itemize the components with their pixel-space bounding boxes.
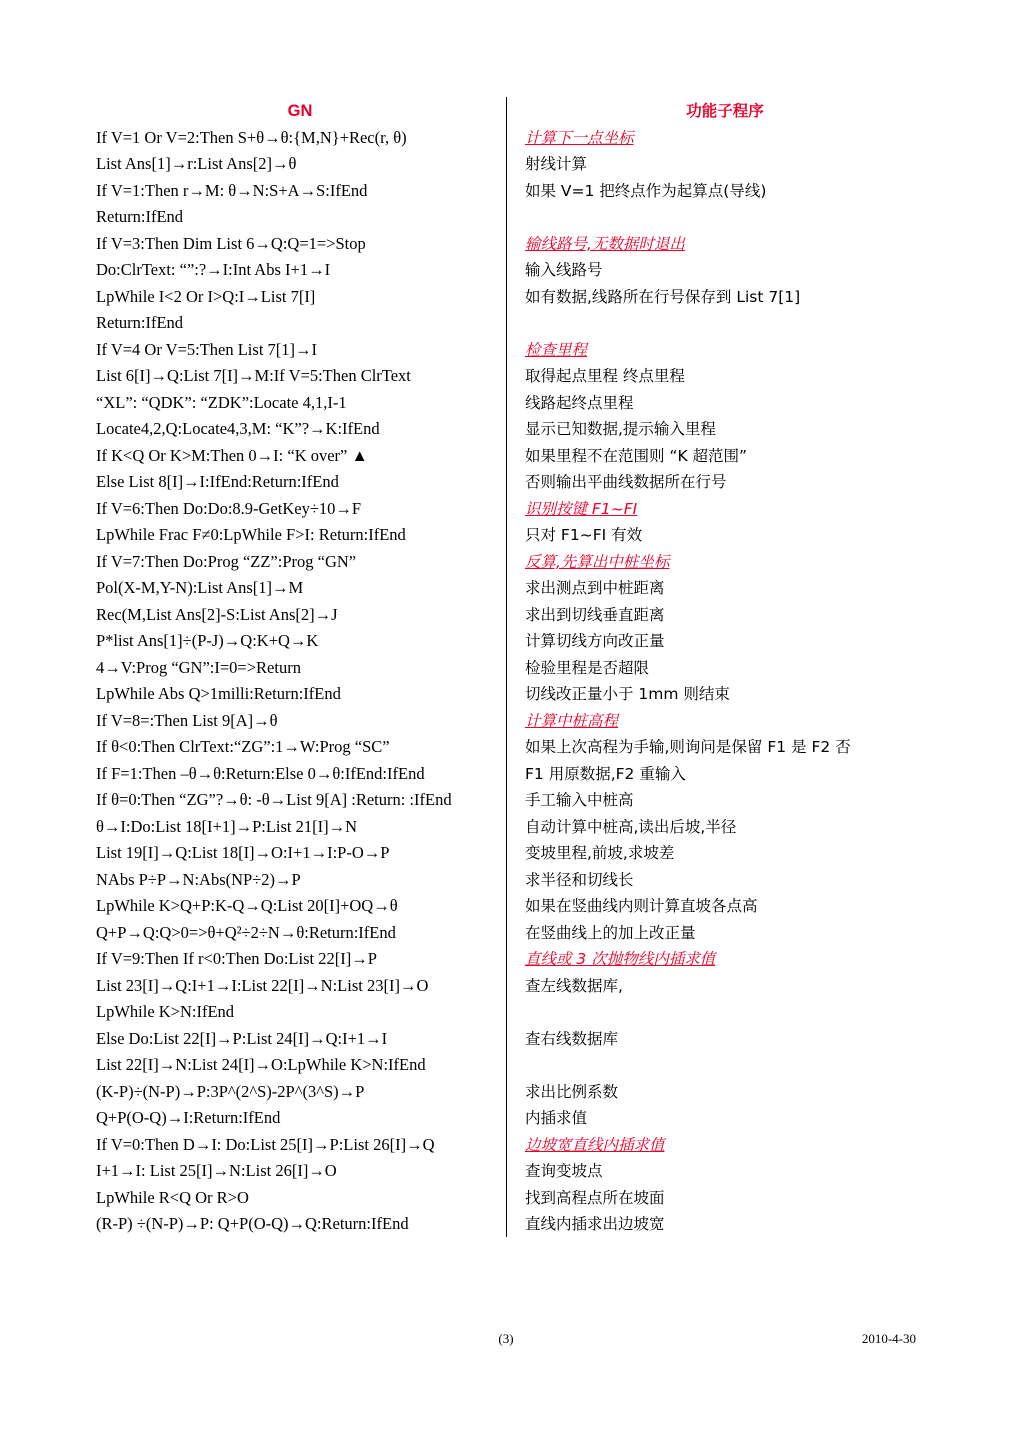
description-line — [525, 920, 925, 947]
code-line: If V=7:Then Do:Prog “ZZ”:Prog “GN” — [96, 551, 357, 571]
section-heading — [525, 549, 925, 576]
code-line: Pol(X-M,Y-N):List Ans[1]→M — [96, 578, 304, 597]
code-line: (K-P)÷(N-P)→P:3P^(2^S)-2P^(3^S)→P — [96, 1081, 365, 1101]
description-text: 如果上次高程为手输,则询问是保留 F1 是 F2 否 — [525, 738, 851, 756]
description-text: 如有数据,线路所在行号保存到 List 7[1] — [525, 287, 801, 306]
description-text: 手工输入中桩高 — [525, 791, 634, 809]
code-line: I+1→I: List 25[I]→N:List 26[I]→O — [96, 1161, 337, 1180]
description-text: 查询变坡点 — [525, 1162, 603, 1180]
footer-date: 2010-4-30 — [861, 1331, 916, 1346]
section-heading-text: 反算,先算出中桩坐标 — [525, 552, 670, 571]
description-line — [525, 257, 925, 284]
code-line: (R-P) ÷(N-P)→P: Q+P(O-Q)→Q:Return:IfEnd — [96, 1214, 409, 1233]
code-line: List 23[I]→Q:I+1→I:List 22[I]→N:List 23[I]→O — [96, 975, 429, 995]
description-line — [525, 840, 925, 867]
description-line — [525, 1105, 925, 1132]
code-line: θ→I:Do:List 18[I+1]→P:List 21[I]→N — [96, 816, 358, 836]
description-line — [525, 310, 925, 337]
description-text: 自动计算中桩高,读出后坡,半径 — [525, 817, 737, 836]
description-title: 功能子程序 — [686, 102, 764, 120]
code-line: Q+P→Q:Q>0=>θ+Q²÷2÷N→θ:Return:IfEnd — [96, 922, 396, 942]
code-line: Q+P(O-Q)→I:Return:IfEnd — [96, 1108, 281, 1127]
code-line: Locate4,2,Q:Locate4,3,M: “K”?→K:IfEnd — [96, 419, 380, 438]
description-text: 否则输出平曲线数据所在行号 — [525, 473, 727, 491]
description-text: 如果 V=1 把终点作为起算点(导线) — [525, 181, 767, 200]
code-line: List Ans[1]→r:List Ans[2]→θ — [96, 154, 297, 173]
code-line: Return:IfEnd — [96, 313, 184, 332]
description-text: F1 用原数据,F2 重输入 — [525, 764, 686, 783]
description-line — [525, 973, 925, 1000]
description-text: 显示已知数据,提示输入里程 — [525, 420, 716, 438]
code-line: Return:IfEnd — [96, 207, 184, 226]
code-line: LpWhile R<Q Or R>O — [96, 1187, 249, 1207]
section-heading-text: 计算下一点坐标 — [525, 128, 634, 147]
description-line — [525, 575, 925, 602]
section-heading — [525, 231, 925, 258]
description-text: 输入线路号 — [525, 261, 603, 279]
description-text: 查右线数据库 — [525, 1029, 619, 1048]
description-line — [525, 1026, 925, 1053]
code-line: If θ<0:Then ClrText:“ZG”:1→W:Prog “SC” — [96, 737, 390, 756]
description-line — [525, 734, 925, 761]
section-heading — [525, 496, 925, 523]
description-line — [525, 628, 925, 655]
code-line: “XL”: “QDK”: “ZDK”:Locate 4,1,I-1 — [96, 392, 347, 412]
code-line: LpWhile K>N:IfEnd — [96, 1002, 235, 1021]
description-line — [525, 390, 925, 417]
description-text: 查左线数据库, — [525, 976, 623, 995]
section-heading-text: 边坡宽直线内插求值 — [525, 1135, 665, 1154]
code-line: If V=9:Then If r<0:Then Do:List 22[I]→P — [96, 949, 377, 968]
section-heading-text: 直线或 3 次抛物线内插求值 — [525, 950, 716, 968]
description-line — [525, 1185, 925, 1212]
description-text: 如果里程不在范围则 “K 超范围” — [525, 446, 748, 465]
description-line — [525, 761, 925, 788]
code-line: LpWhile Abs Q>1milli:Return:IfEnd — [96, 684, 341, 703]
description-text: 射线计算 — [525, 155, 588, 173]
description-line — [525, 443, 925, 470]
description-line — [525, 204, 925, 231]
description-line — [525, 893, 925, 920]
page-number: (3) — [498, 1331, 514, 1346]
description-line — [525, 363, 925, 390]
code-line: If V=1:Then r→M: θ→N:S+A→S:IfEnd — [96, 180, 368, 200]
section-heading — [525, 1132, 925, 1159]
description-line — [525, 178, 925, 205]
section-heading-text: 输线路号,无数据时退出 — [525, 234, 685, 253]
description-line — [525, 867, 925, 894]
code-line: Do:ClrText: “”:?→I:Int Abs I+1→I — [96, 260, 331, 279]
code-line: LpWhile Frac F≠0:LpWhile F>I: Return:IfEnd — [96, 525, 406, 544]
description-text: 只对 F1~FI 有效 — [525, 526, 643, 544]
description-line — [525, 814, 925, 841]
section-heading — [525, 125, 925, 152]
code-line: If F=1:Then –θ→θ:Return:Else 0→θ:IfEnd:IfEnd — [96, 763, 425, 783]
description-text: 线路起终点里程 — [525, 393, 634, 412]
code-line: Else Do:List 22[I]→P:List 24[I]→Q:I+1→I — [96, 1028, 388, 1048]
code-title: GN — [287, 102, 313, 120]
code-line: P*list Ans[1]÷(P-J)→Q:K+Q→K — [96, 631, 319, 650]
code-line: If V=6:Then Do:Do:8.9-GetKey÷10→F — [96, 498, 362, 518]
code-line: LpWhile K>Q+P:K-Q→Q:List 20[I]+OQ→θ — [96, 896, 398, 915]
section-heading — [525, 946, 925, 973]
section-heading-text: 识别按键 F1~FI — [525, 499, 638, 518]
description-text: 如果在竖曲线内则计算直坡各点高 — [525, 897, 758, 915]
description-text: 取得起点里程 终点里程 — [525, 367, 685, 385]
code-line: List 22[I]→N:List 24[I]→O:LpWhile K>N:IfEnd — [96, 1055, 426, 1074]
description-line — [525, 522, 925, 549]
code-line: Else List 8[I]→I:IfEnd:Return:IfEnd — [96, 472, 339, 491]
description-line — [525, 151, 925, 178]
description-text: 求半径和切线长 — [525, 870, 634, 889]
code-line: If K<Q Or K>M:Then 0→I: “K over” ▲ — [96, 445, 368, 465]
description-line — [525, 602, 925, 629]
description-text: 检验里程是否超限 — [525, 658, 650, 677]
code-line: If V=4 Or V=5:Then List 7[1]→I — [96, 339, 318, 359]
section-heading-text: 检查里程 — [525, 340, 588, 359]
code-line: Rec(M,List Ans[2]-S:List Ans[2]→J — [96, 604, 338, 624]
description-line — [525, 284, 925, 311]
description-line — [525, 999, 925, 1026]
description-text: 直线内插求出边坡宽 — [525, 1215, 665, 1233]
code-line: If V=3:Then Dim List 6→Q:Q=1=>Stop — [96, 233, 366, 253]
description-text: 切线改正量小于 1mm 则结束 — [525, 685, 730, 703]
description-column — [525, 98, 925, 1238]
description-text: 在竖曲线上的加上改正量 — [525, 923, 696, 942]
description-line — [525, 1079, 925, 1106]
description-line — [525, 469, 925, 496]
code-line: If V=1 Or V=2:Then S+θ→θ:{M,N}+Rec(r, θ) — [96, 127, 407, 147]
description-text: 找到高程点所在坡面 — [525, 1188, 665, 1207]
code-line: List 6[I]→Q:List 7[I]→M:If V=5:Then ClrText — [96, 366, 411, 385]
description-text: 内插求值 — [525, 1109, 588, 1127]
code-line: NAbs P÷P→N:Abs(NP÷2)→P — [96, 869, 301, 889]
description-line — [525, 655, 925, 682]
section-heading-text: 计算中桩高程 — [525, 711, 619, 730]
description-line — [525, 416, 925, 443]
description-line — [525, 1052, 925, 1079]
code-line: 4→V:Prog “GN”:I=0=>Return — [96, 657, 301, 677]
description-line — [525, 787, 925, 814]
description-text: 求出到切线垂直距离 — [525, 605, 665, 624]
description-line — [525, 1158, 925, 1185]
code-line: LpWhile I<2 Or I>Q:I→List 7[I] — [96, 286, 316, 306]
code-column — [96, 98, 504, 1238]
code-line: If θ=0:Then “ZG”?→θ: -θ→List 9[A] :Return: :IfEnd — [96, 790, 452, 809]
description-line — [525, 681, 925, 708]
section-heading — [525, 337, 925, 364]
description-text: 计算切线方向改正量 — [525, 632, 665, 650]
column-divider — [506, 97, 507, 1237]
section-heading — [525, 708, 925, 735]
description-text: 变坡里程,前坡,求坡差 — [525, 844, 675, 862]
description-line — [525, 1211, 925, 1238]
code-line: List 19[I]→Q:List 18[I]→O:I+1→I:P-O→P — [96, 843, 390, 862]
code-line: If V=8=:Then List 9[A]→θ — [96, 710, 278, 730]
code-line: If V=0:Then D→I: Do:List 25[I]→P:List 26[I]→Q — [96, 1134, 435, 1154]
description-text: 求出测点到中桩距离 — [525, 579, 665, 597]
description-text: 求出比例系数 — [525, 1082, 619, 1101]
